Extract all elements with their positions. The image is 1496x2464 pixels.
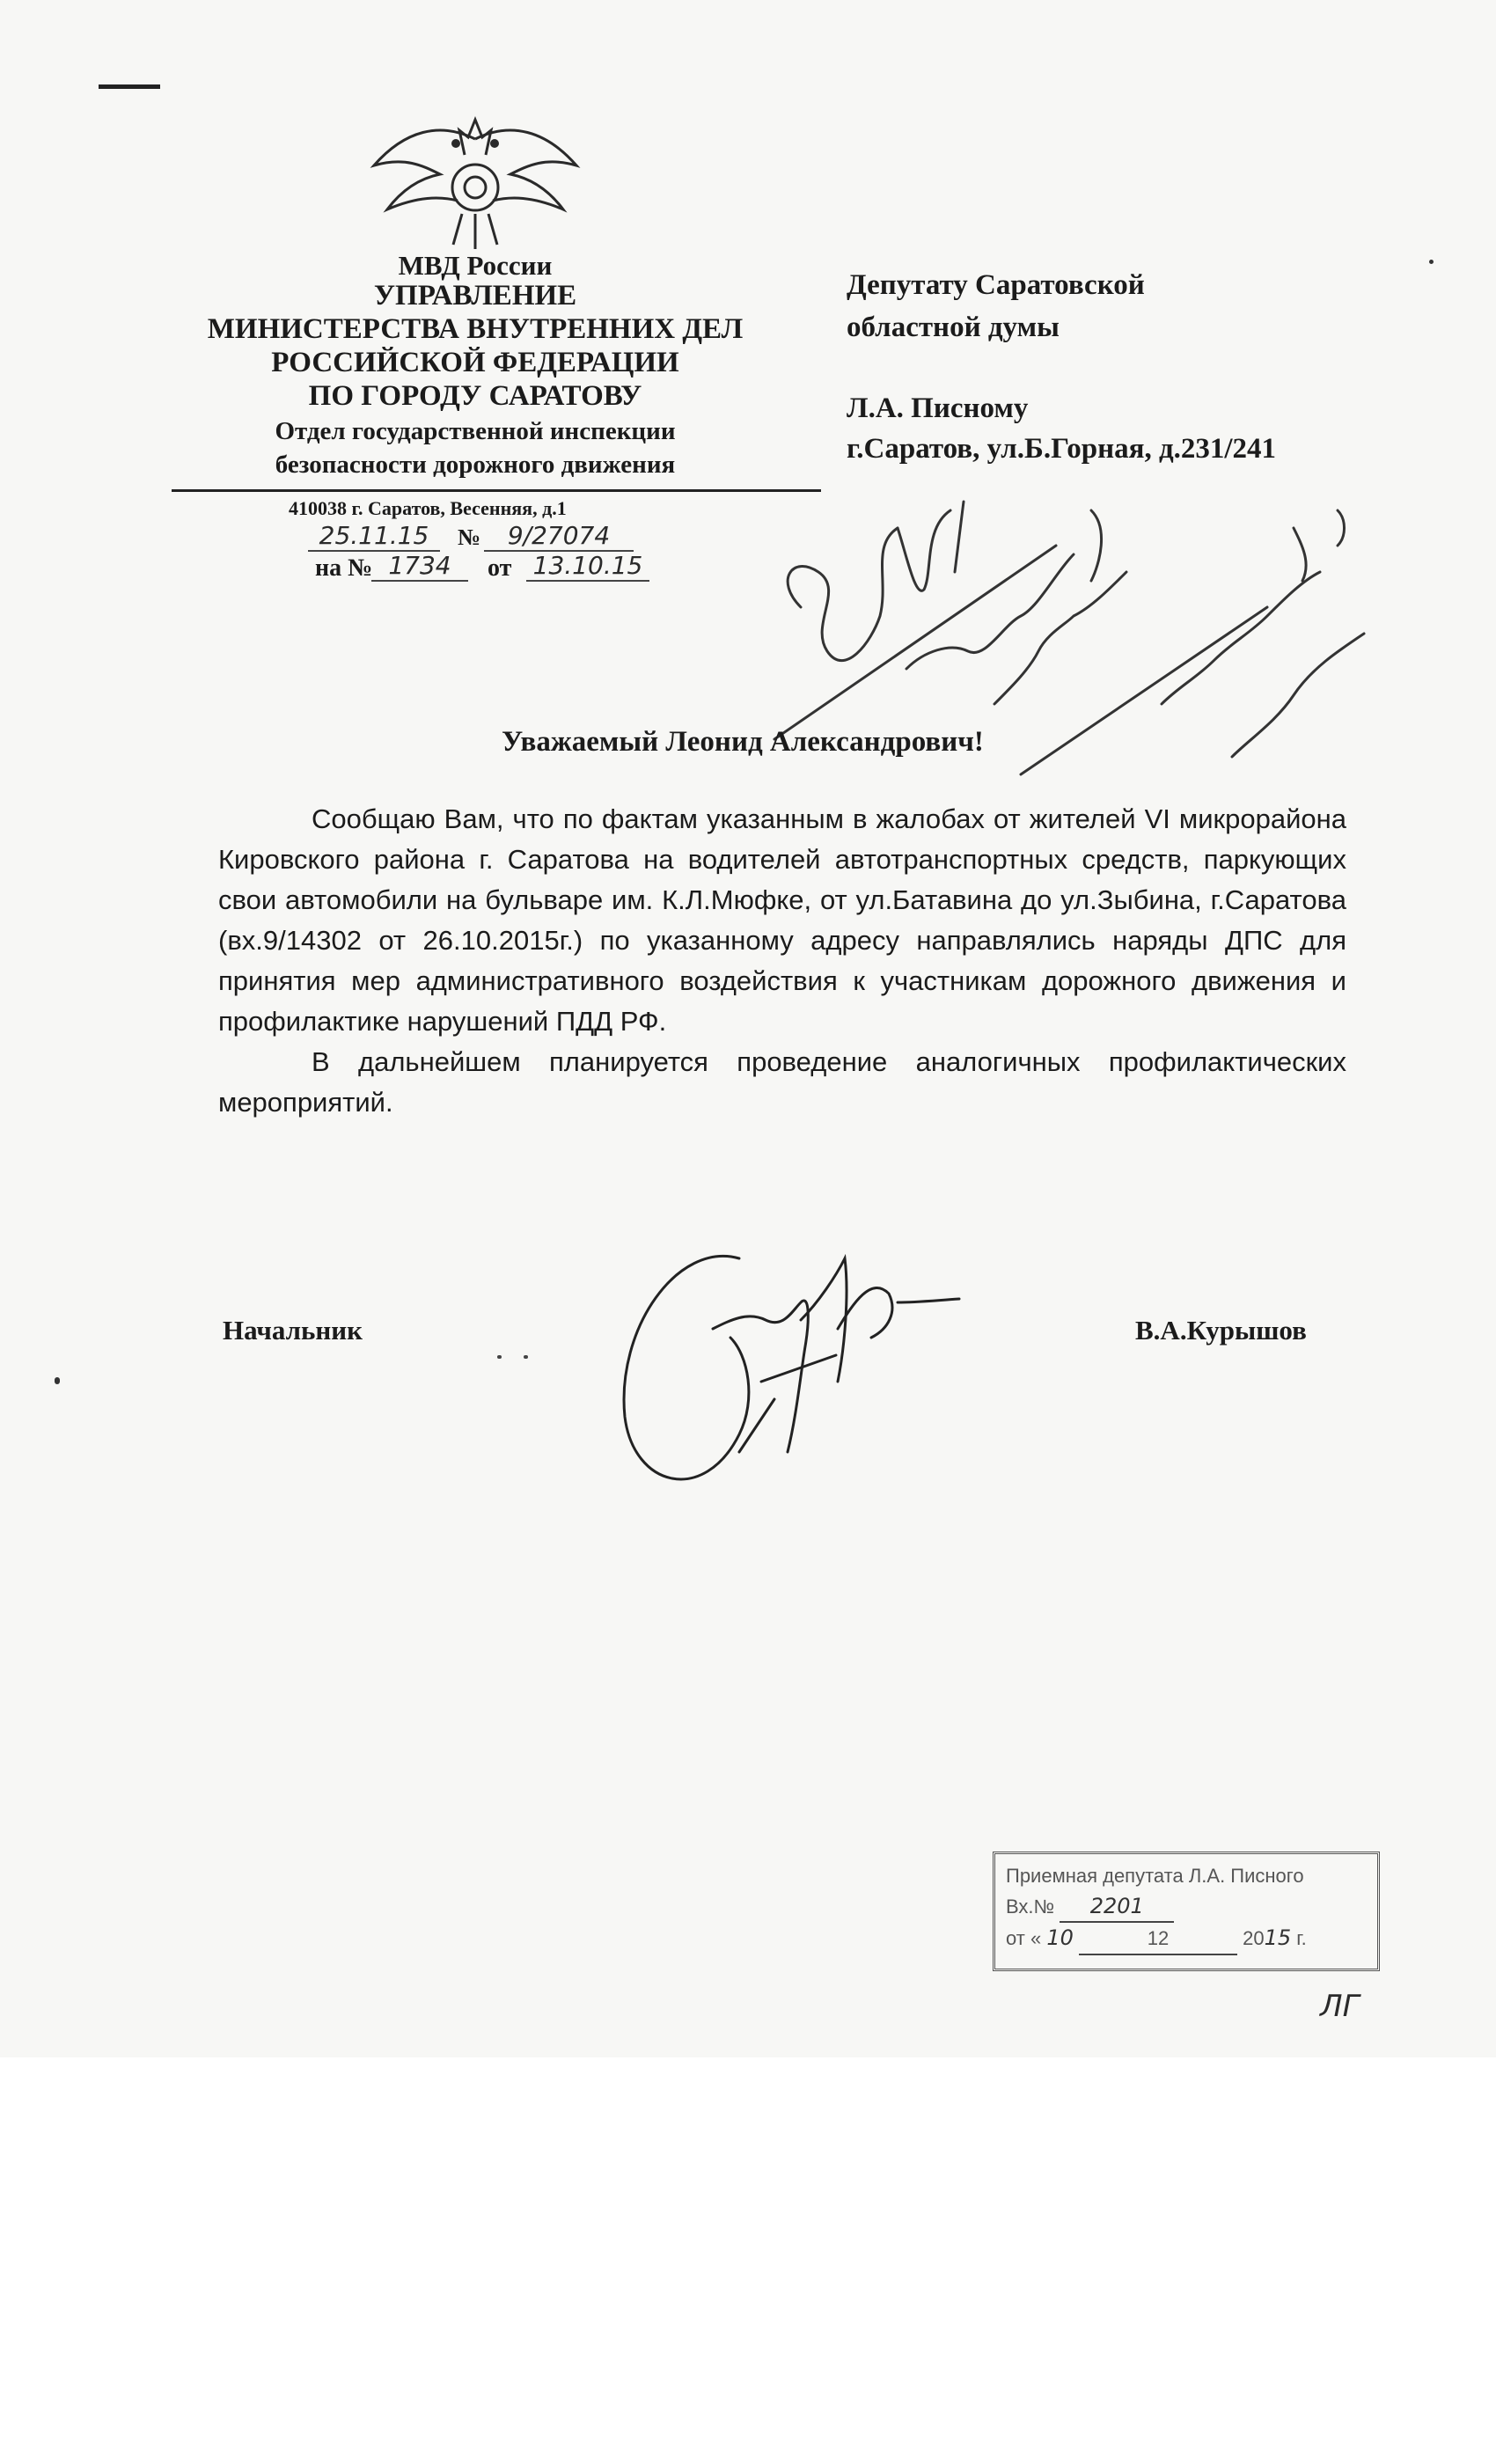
stamp-date-row — [1006, 1923, 1367, 1955]
letterhead-division: Отдел государственной инспекции — [275, 417, 676, 445]
recipient-name: Л.А. Писному — [847, 392, 1029, 424]
stamp-number: 2201 — [1060, 1891, 1174, 1923]
letterhead-ministry-full: МИНИСТЕРСТВА ВНУТРЕННИХ ДЕЛ — [207, 313, 744, 345]
stamp-year-end: г. — [1296, 1927, 1307, 1949]
scan-mark — [99, 84, 160, 89]
recipient-line-2: областной думы — [847, 312, 1060, 343]
signature-name: В.А.Курышов — [1135, 1315, 1307, 1346]
stamp-year-prefix: 20 — [1243, 1927, 1265, 1949]
letterhead-city: ПО ГОРОДУ САРАТОВУ — [308, 380, 642, 412]
signature-title: Начальник — [223, 1315, 363, 1346]
stamp-month: 12 — [1079, 1924, 1237, 1955]
ref-number: 1734 — [371, 551, 468, 582]
scan-speck — [55, 1377, 60, 1384]
outgoing-date: 25.11.15 — [308, 521, 440, 552]
scan-speck — [497, 1355, 502, 1359]
letterhead-division-2: безопасности дорожного движения — [275, 451, 676, 479]
incoming-stamp — [993, 1852, 1380, 1971]
letterhead-ministry: МВД России — [398, 250, 553, 281]
stamp-number-label: Вх.№ — [1006, 1896, 1055, 1918]
margin-note: ЛГ — [1320, 1989, 1360, 2024]
outgoing-line — [308, 521, 678, 553]
outgoing-number: 9/27074 — [484, 521, 634, 552]
letter-body — [218, 799, 1346, 1123]
scan-speck — [1429, 260, 1434, 264]
letterhead-rule — [172, 489, 821, 492]
recipient-address: г.Саратов, ул.Б.Горная, д.231/241 — [847, 433, 1277, 465]
stamp-title: Приемная депутата Л.А. Писного — [1006, 1865, 1304, 1887]
stamp-day: 10 — [1046, 1925, 1074, 1950]
stamp-date-label: от « — [1006, 1927, 1042, 1949]
stamp-number-row — [1006, 1891, 1367, 1923]
salutation: Уважаемый Леонид Александрович! — [502, 726, 984, 758]
number-symbol: № — [458, 524, 481, 550]
letterhead-department: УПРАВЛЕНИЕ — [373, 280, 577, 312]
handwritten-signature — [607, 1223, 977, 1522]
handwritten-resolution — [774, 475, 1408, 810]
scan-speck — [524, 1355, 528, 1359]
body-paragraph-1: Сообщаю Вам, что по фактам указанным в жалобах от жителей VI микрорайона Кировского района г. Саратова на водителей автотранспортных средств, паркующих свои автомобили на бульваре им. К.Л.Мюфке, от ул.Батавина до ул.Зыбина, г.Саратова (вх.9/14302 от 26.10.2015г.) по указанному адресу направлялись наряды ДПС для принятия мер административного воздействия к участникам дорожного движения и профилактике нарушений ПДД РФ. — [218, 803, 1346, 1037]
reference-line — [315, 551, 685, 586]
letterhead-federation: РОССИЙСКОЙ ФЕДЕРАЦИИ — [271, 347, 679, 378]
recipient-line-1: Депутату Саратовской — [847, 269, 1145, 301]
ref-date: 13.10.15 — [526, 551, 649, 582]
ref-from: от — [488, 554, 512, 582]
letterhead-address: 410038 г. Саратов, Весенняя, д.1 — [289, 497, 567, 519]
body-paragraph-2: В дальнейшем планируется проведение аналогичных профилактических мероприятий. — [218, 1046, 1346, 1118]
stamp-year-suffix: 15 — [1264, 1925, 1292, 1950]
ref-prefix: на № — [315, 554, 373, 582]
eagle-emblem-icon — [370, 104, 581, 253]
